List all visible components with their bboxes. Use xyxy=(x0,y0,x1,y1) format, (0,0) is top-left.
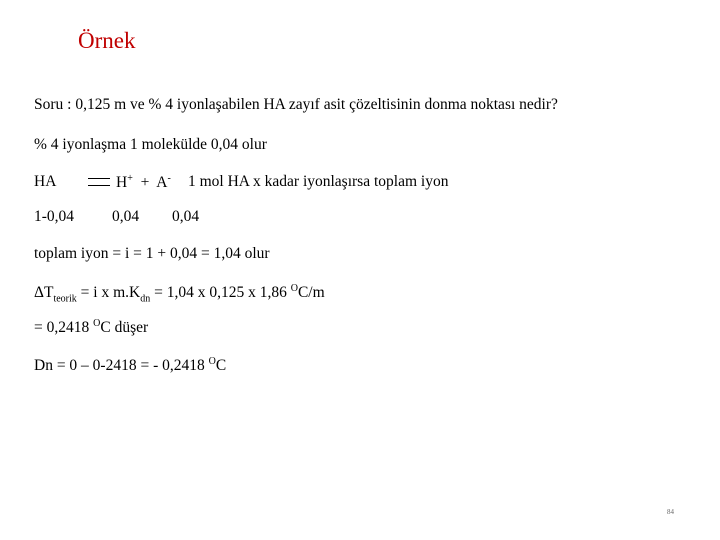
delta-t-unit: C/m xyxy=(297,284,325,302)
delta-t-rest: = 1,04 x 0,125 x 1,86 xyxy=(154,284,291,302)
reaction-products xyxy=(116,173,171,192)
dn-line xyxy=(34,356,226,375)
question-text: Soru : 0,125 m ve % 4 iyonlaşabilen HA zayıf asit çözeltisinin donma noktası nedir? xyxy=(34,96,558,113)
ionization-line: % 4 iyonlaşma 1 molekülde 0,04 olur xyxy=(34,136,267,153)
equilibrium-arrow xyxy=(84,173,114,191)
product-h: H xyxy=(116,174,128,192)
reaction-plus: + xyxy=(140,174,150,192)
total-ion-line: toplam iyon = i = 1 + 0,04 = 1,04 olur xyxy=(34,245,270,262)
k-sub: dn xyxy=(140,293,151,305)
delta-t-mid: = i x m.K xyxy=(80,284,141,302)
page-number: 84 xyxy=(667,508,674,516)
delta-t-sub: teorik xyxy=(53,293,77,305)
reaction-note: 1 mol HA x kadar iyonlaşırsa toplam iyon xyxy=(188,173,449,190)
slide-title: Örnek xyxy=(78,28,136,53)
result-value: = 0,2418 xyxy=(34,319,94,337)
result-unit: C düşer xyxy=(100,319,149,337)
dn-degree: O xyxy=(208,356,216,367)
delta-t-line xyxy=(34,283,325,304)
amount-h: 0,04 xyxy=(112,208,140,225)
reactant-ha: HA xyxy=(34,173,57,190)
dn-unit: C xyxy=(215,357,227,375)
dn-text: Dn = 0 – 0-2418 = - 0,2418 xyxy=(34,357,209,375)
h-charge: + xyxy=(127,173,133,184)
product-a: A xyxy=(156,174,168,192)
amount-ha: 1-0,04 xyxy=(34,208,75,225)
reaction-line xyxy=(34,173,56,191)
amount-a: 0,04 xyxy=(172,208,200,225)
a-charge: - xyxy=(167,173,171,184)
result-degree: O xyxy=(93,318,101,329)
degree-mark: O xyxy=(290,283,298,294)
result-line xyxy=(34,318,148,337)
delta-t-symbol: ΔT xyxy=(34,284,54,302)
equals-arrow-icon xyxy=(88,178,110,186)
